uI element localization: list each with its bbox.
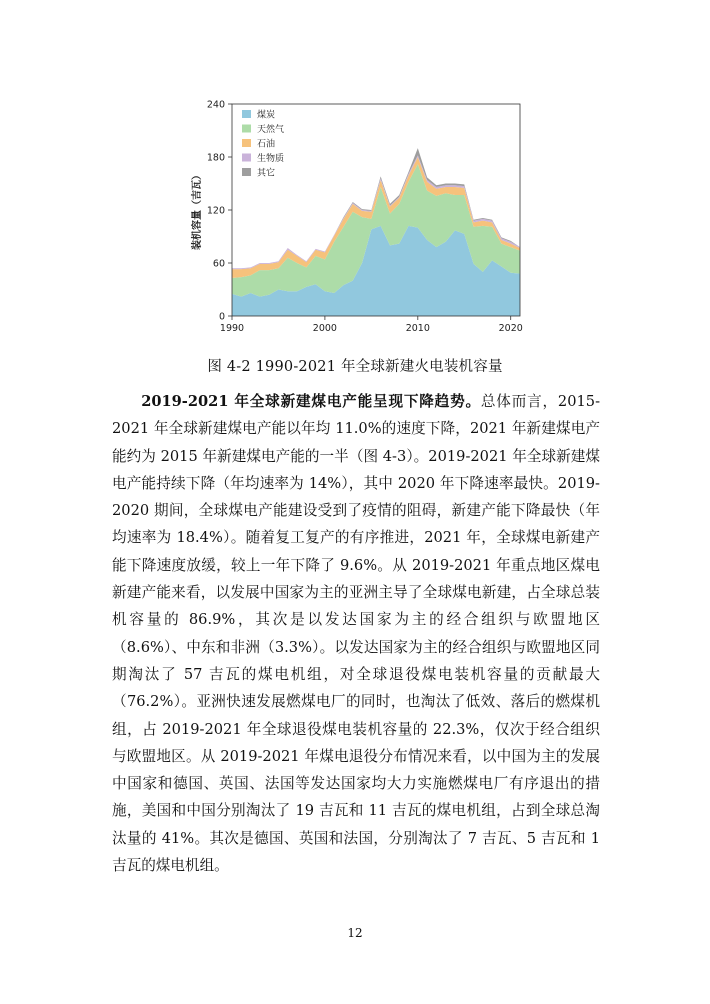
- legend-swatch: [242, 168, 251, 176]
- y-tick-label: 180: [206, 152, 225, 164]
- x-tick-label: 2010: [405, 323, 430, 334]
- legend-swatch: [242, 139, 251, 147]
- paragraph-lead: 2019-2021 年全球新建煤电产能呈现下降趋势。: [141, 393, 481, 410]
- legend-label: 生物质: [257, 154, 285, 164]
- legend-swatch: [242, 110, 251, 118]
- legend-swatch: [242, 154, 251, 162]
- x-tick-label: 1990: [219, 323, 245, 334]
- figure-caption: 图 4-2 1990-2021 年全球新建火电装机容量: [207, 359, 503, 375]
- area-chart: [180, 92, 530, 337]
- y-tick-label: 0: [218, 311, 225, 323]
- legend-label: 天然气: [257, 125, 285, 135]
- page-number: 12: [347, 926, 363, 940]
- y-axis-label: 装机容量（吉瓦）: [192, 170, 203, 250]
- paragraph-body: 总体而言，2015-2021 年全球新建煤电产能以年均 11.0%的速度下降，2021 年新建煤电产能约为 2015 年新建煤电产能的一半（图 4-3）。2019-2021 年全球新建煤电产能持续下降（年均速率为 14%），其中 2020 年下降速率最快。2019-2020 期间，全球煤电产能建设受到了疫情的阻碍，新建产能下降最快（年均速率为 18.4%）。随着复工复产的有序推进，2021 年，全球煤电新建产能下降速度放缓，较上一年下降了 9.6%。从 2019-2021 年重点地区煤电新建产能来看，以发展中国家为主的亚洲主导了全球煤电新建，占全球总装机容量的 86.9%，其次是以发达国家为主的经合组织与欧盟地区（8.6%）、中东和非洲（3.3%）。以发达国家为主的经合组织与欧盟地区同期淘汰了 57 吉瓦的煤电机组，对全球退役煤电装机容量的贡献最大（76.2%）。亚洲快速发展燃煤电厂的同时，也淘汰了低效、落后的燃煤机组，占 2019-2021 年全球退役煤电装机容量的 22.3%，仅次于经合组织与欧盟地区。从 2019-2021 年煤电退役分布情况来看，以中国为主的发展中国家和德国、英国、法国等发达国家均大力实施燃煤电厂有序退出的措施，美国和中国分别淘汰了 19 吉瓦和 11 吉瓦的煤电机组，占到全球总淘汰量的 41%。其次是德国、英国和法国，分别淘汰了 7 吉瓦、5 吉瓦和 1 吉瓦的煤电机组。: [112, 393, 600, 875]
- legend-label: 其它: [257, 168, 276, 179]
- legend-label: 煤炭: [257, 110, 276, 121]
- x-tick-label: 2000: [312, 323, 337, 334]
- legend-label: 石油: [257, 139, 276, 150]
- x-tick-label: 2020: [498, 323, 523, 334]
- body-paragraph: [112, 388, 600, 879]
- y-tick-label: 240: [206, 99, 225, 111]
- y-tick-label: 120: [206, 205, 225, 217]
- y-tick-label: 60: [212, 258, 225, 270]
- legend-swatch: [242, 125, 251, 133]
- chart-container: [180, 92, 530, 337]
